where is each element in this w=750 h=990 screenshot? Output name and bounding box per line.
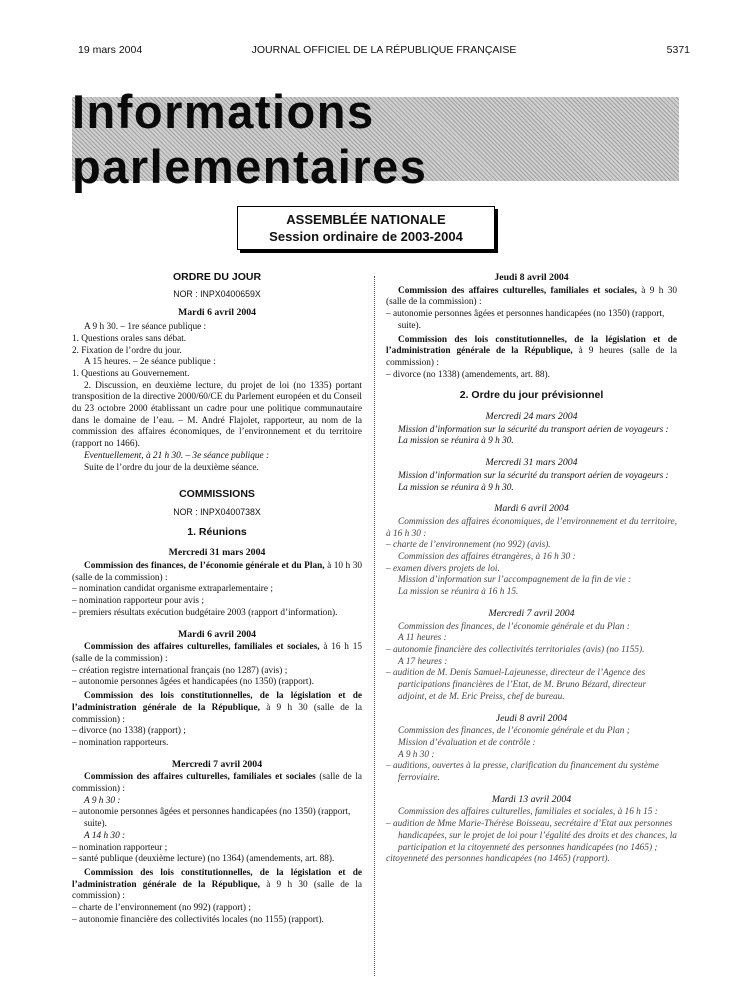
assembly-box: [237, 206, 495, 250]
header-journal-title: JOURNAL OFFICIEL DE LA RÉPUBLIQUE FRANÇAISE: [251, 44, 517, 56]
text-line: A 9 h 30. – 1re séance publique :: [84, 322, 207, 333]
text-line: Mission d’évaluation et de contrôle :: [398, 737, 536, 748]
day-heading: Mercredi 7 avril 2004: [171, 758, 263, 770]
column-divider: [374, 276, 375, 976]
list-item: – nomination rapporteurs.: [72, 737, 169, 748]
list-item: – audition de Mme Marie-Thérèse Boisseau, secrétaire d’Etat aux personnes handicapées, sur le projet de loi pour l’égalité des droits et des chances, la participation et la citoyenneté des personnes handicapées (no 1465) ;: [386, 819, 677, 853]
commissions-nor: NOR : INPX0400738X: [173, 506, 261, 517]
text-line: 2. Fixation de l’ordre du jour.: [72, 345, 182, 356]
commission-time: (salle de la commission) :: [72, 772, 363, 795]
commission-name: Commission des lois constitutionnelles, de la législation et de l’administration générale de la République,: [72, 691, 362, 713]
list-item: – santé publique (deuxième lecture) (no 1364) (amendements, art. 88).: [72, 854, 335, 865]
text-line: Eventuellement, à 21 h 30. – 3e séance publique :: [84, 450, 270, 461]
commission-time: à 10 h 30 (salle de la commission) :: [72, 561, 363, 583]
commission-name: Commission des lois constitutionnelles, de la législation et de l’administration générale de la République,: [72, 867, 362, 890]
list-item: – premiers résultats exécution budgétaire 2003 (rapport d’information).: [72, 607, 338, 618]
list-item: – nomination rapporteur pour avis ;: [72, 596, 204, 607]
day-heading: Jeudi 8 avril 2004: [495, 712, 568, 724]
commission-name: Commission des finances, de l’économie générale et du Plan,: [84, 561, 325, 572]
commissions-title: COMMISSIONS: [179, 488, 255, 501]
list-item: – examen divers projets de loi.: [386, 563, 500, 574]
text-line: La mission se réunira à 9 h 30.: [398, 436, 514, 447]
list-item: citoyenneté des personnes handicapées (no 1465) (rapport).: [386, 854, 610, 865]
day-heading: Mercredi 31 mars 2004: [485, 457, 578, 469]
commission-entry: [386, 286, 677, 309]
day-heading: Mardi 6 avril 2004: [494, 503, 569, 515]
list-item: – divorce (no 1338) (rapport) ;: [72, 726, 186, 737]
commission-entry: [72, 772, 362, 795]
right-column: [386, 272, 677, 866]
header-date: 19 mars 2004: [78, 44, 143, 56]
day-heading: Jeudi 8 avril 2004: [494, 272, 569, 283]
commission-entry: [386, 335, 677, 370]
commission-time: à 9 heures (salle de la commission) :: [386, 346, 677, 368]
time-line: A 17 heures :: [398, 656, 448, 667]
seance-list: [72, 322, 362, 474]
assembly-session: Session ordinaire de 2003-2004: [269, 229, 463, 244]
day-heading: Mardi 6 avril 2004: [177, 628, 257, 640]
list-item: – autonomie personnes âgées et personnes handicapées (no 1350) (rapport, suite).: [386, 309, 665, 331]
text-line: Mission d’information sur la sécurité du transport aérien de voyageurs :: [398, 470, 669, 481]
text-line: Mission d’information sur la sécurité du transport aérien de voyageurs :: [398, 424, 669, 435]
list-item: – autonomie financière des collectivités territoriales (avis) (no 1155).: [386, 644, 645, 655]
banner-title: Informations parlementaires: [72, 85, 428, 193]
list-item: – nomination candidat organisme extraparlementaire ;: [72, 584, 273, 595]
previsionnel-title: 2. Ordre du jour prévisionnel: [459, 389, 604, 402]
reunions-title: 1. Réunions: [187, 525, 247, 538]
text-line: La mission se réunira à 16 h 15.: [398, 587, 519, 598]
list-item: – autonomie personnes âgées et handicapées (no 1350) (rapport).: [72, 677, 314, 688]
header-page-number: 5371: [666, 44, 690, 56]
list-item: – divorce (no 1338) (amendements, art. 88).: [386, 369, 550, 380]
day-heading: Mardi 6 avril 2004: [177, 307, 257, 319]
list-item: – charte de l’environnement (no 992) (rapport) ;: [72, 903, 251, 914]
day-heading: Mardi 13 avril 2004: [491, 793, 572, 805]
commission-entry: [72, 642, 362, 665]
day-heading: Mercredi 31 mars 2004: [168, 547, 266, 559]
text-line: La mission se réunira à 9 h 30.: [398, 482, 514, 493]
text-line: 2. Discussion, en deuxième lecture, du projet de loi (no 1335) portant transposition de la directive 2000/60/CE du Parlement européen et du Conseil du 23 octobre 2000 établissant un cadre pour une politique communautaire dans le domaine de l’eau. – M. André Flajolet, rapporteur, au nom de la commission des affaires économiques, de l’environnement et du territoire (rapport no 1466).: [72, 380, 362, 450]
list-item: – nomination rapporteur ;: [72, 842, 168, 853]
commission-time: à 16 h 15 (salle de la commission) :: [72, 642, 363, 664]
text-line: Mission d’information sur l’accompagnement de la fin de vie :: [398, 575, 632, 586]
text-line: A 15 heures. – 2e séance publique :: [84, 357, 216, 368]
day-heading: Mercredi 24 mars 2004: [485, 411, 578, 423]
ordre-nor: NOR : INPX0400659X: [173, 288, 261, 299]
list-item: – auditions, ouvertes à la presse, clarification du financement du système ferroviaire.: [386, 761, 659, 784]
day-heading: Mercredi 7 avril 2004: [488, 607, 575, 619]
commission-name: Commission des affaires culturelles, familiales et sociales,: [84, 642, 320, 653]
time-line: A 11 heures :: [398, 633, 447, 644]
commission-name: Commission des affaires culturelles, familiales et sociales,: [398, 285, 637, 296]
text-line: 1. Questions au Gouvernement.: [72, 368, 190, 379]
text-line: Commission des affaires économiques, de l’environnement et du territoire, à 16 h 30 :: [386, 516, 677, 539]
list-item: – autonomie financière des collectivités locales (no 1155) (rapport).: [72, 914, 324, 925]
ordre-title: ORDRE DU JOUR: [172, 271, 262, 283]
commission-entry: [72, 868, 362, 903]
list-item: – audition de M. Denis Samuel-Lajeunesse, directeur de l’Agence des participations financières de l’Etat, de M. Bruno Bézard, directeur adjoint, et de M. Eric Preiss, chef de bureau.: [386, 668, 647, 702]
assembly-title: ASSEMBLÉE NATIONALE: [286, 212, 446, 227]
text-line: Commission des affaires étrangères, à 16 h 30 :: [398, 552, 576, 563]
commission-name: Commission des affaires culturelles, familiales et sociales: [84, 772, 316, 783]
time-line: A 9 h 30 :: [398, 749, 435, 760]
list-item: – autonomie personnes âgées et personnes handicapées (no 1350) (rapport, suite).: [72, 807, 351, 830]
list-item: – charte de l’environnement (no 992) (avis).: [386, 540, 551, 551]
commission-time: à 9 h 30 (salle de la commission) :: [386, 285, 677, 308]
commission-name: Commission des lois constitutionnelles, de la législation et de l’administration générale de la République,: [386, 334, 677, 357]
commission-entry: [72, 561, 362, 584]
text-line: Commission des affaires culturelles, familiales et sociales, à 16 h 15 :: [398, 807, 658, 818]
time-line: A 9 h 30 :: [84, 795, 121, 806]
time-line: A 14 h 30 :: [84, 830, 126, 841]
text-line: Suite de l’ordre du jour de la deuxième séance.: [84, 462, 259, 473]
list-item: – création registre international français (no 1287) (avis) ;: [72, 665, 288, 676]
text-line: Commission des finances, de l’économie générale et du Plan ;: [398, 726, 630, 737]
running-header: [78, 44, 690, 58]
left-column: [72, 272, 362, 926]
commission-time: à 9 h 30 (salle de la commission) :: [72, 702, 362, 725]
commission-entry: [72, 691, 362, 726]
text-line: Commission des finances, de l’économie générale et du Plan :: [398, 621, 630, 632]
text-line: 1. Questions orales sans débat.: [72, 333, 187, 344]
commission-time: à 9 h 30 (salle de la commission) :: [72, 879, 362, 902]
section-banner: [72, 85, 679, 193]
